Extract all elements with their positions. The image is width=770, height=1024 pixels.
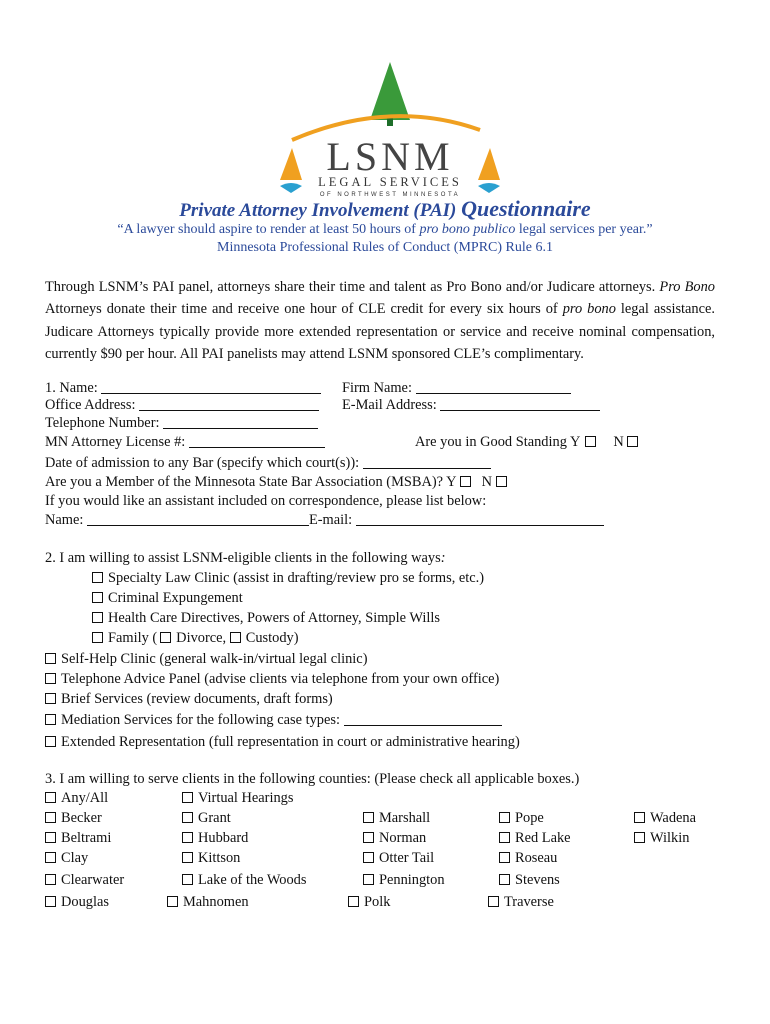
wilkin-checkbox[interactable] [634,832,645,843]
county-stevens: Stevens [499,872,560,889]
county-traverse: Traverse [488,894,554,911]
clay-checkbox[interactable] [45,852,56,863]
county-ottertail: Otter Tail [363,850,434,867]
marshall-checkbox[interactable] [363,812,374,823]
firm-field[interactable] [416,380,571,394]
logo-subtitle: LEGAL SERVICES [318,175,462,189]
tree-icon [370,62,410,120]
phone-row: Telephone Number: [45,415,318,432]
hubbard-checkbox[interactable] [182,832,193,843]
health-checkbox[interactable] [92,612,103,623]
county-anyall: Any/All [45,790,108,807]
title-part1: Private Attorney Involvement (PAI) [179,200,457,221]
license-field[interactable] [189,434,325,448]
office-field[interactable] [139,397,319,411]
mahnomen-checkbox[interactable] [167,896,178,907]
section2-heading: 2. I am willing to assist LSNM-eligible clients in the following ways: [45,550,446,566]
email-row: E-Mail Address: [342,397,600,414]
option-family: Family ( Divorce, Custody) [92,630,299,647]
option-expungement: Criminal Expungement [92,590,243,607]
office-row: Office Address: [45,397,319,414]
stevens-checkbox[interactable] [499,874,510,885]
norman-checkbox[interactable] [363,832,374,843]
mediation-checkbox[interactable] [45,714,56,725]
option-mediation: Mediation Services for the following case types: [45,712,502,729]
license-row: MN Attorney License #: [45,434,325,451]
anyall-checkbox[interactable] [45,792,56,803]
county-hubbard: Hubbard [182,830,248,847]
option-telephone: Telephone Advice Panel (advise clients via telephone from your own office) [45,671,499,688]
county-wadena: Wadena [634,810,696,827]
title-part2: Questionnaire [461,196,591,221]
option-health: Health Care Directives, Powers of Attorney, Simple Wills [92,610,440,627]
wadena-checkbox[interactable] [634,812,645,823]
county-redlake: Red Lake [499,830,571,847]
county-mahnomen: Mahnomen [167,894,249,911]
county-wilkin: Wilkin [634,830,689,847]
grant-checkbox[interactable] [182,812,193,823]
polk-checkbox[interactable] [348,896,359,907]
county-norman: Norman [363,830,426,847]
good-standing-no-checkbox[interactable] [627,436,638,447]
lakewoods-checkbox[interactable] [182,874,193,885]
admission-field[interactable] [363,455,491,469]
page-title [0,196,770,222]
lsnm-logo [270,58,510,200]
expungement-checkbox[interactable] [92,592,103,603]
pennington-checkbox[interactable] [363,874,374,885]
mediation-field[interactable] [344,712,502,726]
option-brief: Brief Services (review documents, draft forms) [45,691,333,708]
firm-row: Firm Name: [342,380,571,397]
assistant-name-field[interactable] [87,512,309,526]
phone-field[interactable] [163,415,318,429]
telephone-checkbox[interactable] [45,673,56,684]
county-pope: Pope [499,810,544,827]
roseau-checkbox[interactable] [499,852,510,863]
virtual-checkbox[interactable] [182,792,193,803]
county-becker: Becker [45,810,102,827]
logo-acronym: LSNM [326,134,454,179]
section3-heading: 3. I am willing to serve clients in the following counties: (Please check all applicable boxes.) [45,771,580,787]
pope-checkbox[interactable] [499,812,510,823]
assistant-row: Name: E-mail: [45,512,604,529]
option-selfhelp: Self-Help Clinic (general walk-in/virtual legal clinic) [45,651,368,668]
specialty-checkbox[interactable] [92,572,103,583]
county-pennington: Pennington [363,872,445,889]
option-extended: Extended Representation (full representation in court or administrative hearing) [45,734,520,751]
divorce-checkbox[interactable] [160,632,171,643]
beltrami-checkbox[interactable] [45,832,56,843]
county-virtual: Virtual Hearings [182,790,293,807]
redlake-checkbox[interactable] [499,832,510,843]
name-row: 1. Name: [45,380,321,397]
county-grant: Grant [182,810,231,827]
admission-row: Date of admission to any Bar (specify which court(s)): [45,455,491,472]
brief-checkbox[interactable] [45,693,56,704]
intro-paragraph: Through LSNM’s PAI panel, attorneys share their time and talent as Pro Bono and/or Judicare attorneys. Pro Bono Attorneys donate their time and receive one hour of CLE credit for every six hours of pro bono legal assistance. Judicare Attorneys typically provide more extended representation or service and receive nominal compensation, currently $90 per hour. All PAI panelists may attend LSNM sponsored CLE’s complimentary. [45,279,715,362]
msba-no-checkbox[interactable] [496,476,507,487]
kittson-checkbox[interactable] [182,852,193,863]
logo-subsubtitle: OF NORTHWEST MINNESOTA [319,192,461,198]
extended-checkbox[interactable] [45,736,56,747]
traverse-checkbox[interactable] [488,896,499,907]
county-clearwater: Clearwater [45,872,124,889]
becker-checkbox[interactable] [45,812,56,823]
county-clay: Clay [45,850,88,867]
custody-checkbox[interactable] [230,632,241,643]
clearwater-checkbox[interactable] [45,874,56,885]
county-beltrami: Beltrami [45,830,111,847]
selfhelp-checkbox[interactable] [45,653,56,664]
good-standing-row: Are you in Good Standing Y N [415,434,643,451]
county-kittson: Kittson [182,850,240,867]
good-standing-yes-checkbox[interactable] [585,436,596,447]
email-address-field[interactable] [440,397,600,411]
ottertail-checkbox[interactable] [363,852,374,863]
county-douglas: Douglas [45,894,109,911]
rule-citation: Minnesota Professional Rules of Conduct (MPRC) Rule 6.1 [217,240,553,255]
douglas-checkbox[interactable] [45,896,56,907]
msba-row: Are you a Member of the Minnesota State Bar Association (MSBA)? Y N [45,474,512,491]
family-checkbox[interactable] [92,632,103,643]
msba-yes-checkbox[interactable] [460,476,471,487]
assistant-email-field[interactable] [356,512,604,526]
assistant-note: If you would like an assistant included on correspondence, please list below: [45,493,487,509]
name-field[interactable] [101,380,321,394]
option-specialty: Specialty Law Clinic (assist in drafting/review pro se forms, etc.) [92,570,484,587]
aspiration-quote: “A lawyer should aspire to render at least 50 hours of pro bono publico legal services per year.” [117,222,653,237]
county-marshall: Marshall [363,810,430,827]
county-roseau: Roseau [499,850,557,867]
county-lakewoods: Lake of the Woods [182,872,306,889]
county-polk: Polk [348,894,390,911]
